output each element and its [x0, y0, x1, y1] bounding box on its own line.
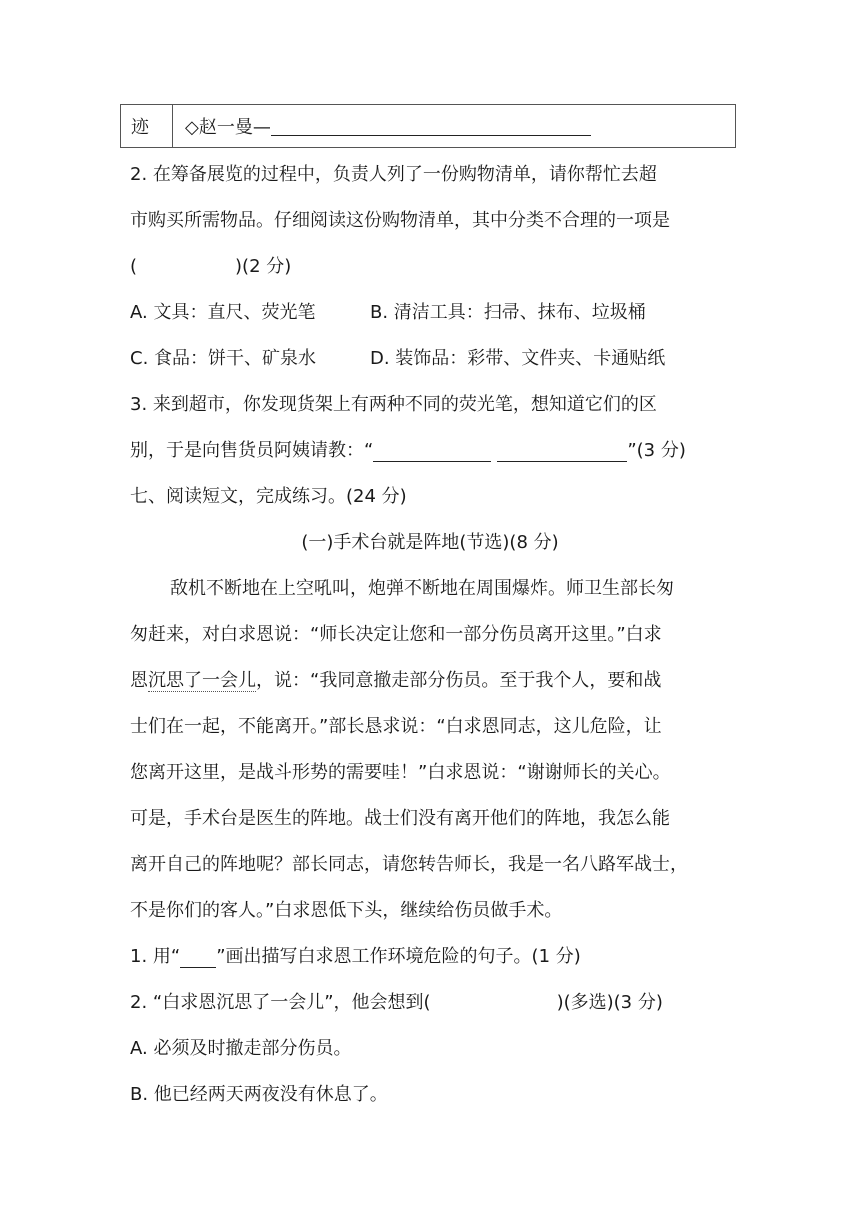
- option-c: C. 食品：饼干、矿泉水: [130, 348, 317, 369]
- passage-line: 匆赶来，对白求恩说：“师长决定让您和一部分伤员离开这里。”白求: [130, 624, 662, 645]
- answer-blank[interactable]: [373, 443, 491, 462]
- reading-option-a: A. 必须及时撤走部分伤员。: [130, 1038, 352, 1059]
- reading-option-b: B. 他已经两天两夜没有休息了。: [130, 1084, 388, 1105]
- option-d: D. 装饰品：彩带、文件夹、卡通贴纸: [370, 348, 666, 369]
- table-cell-label: 迹: [121, 105, 173, 147]
- passage-line: 恩沉思了一会儿，说：“我同意撤走部分伤员。至于我个人，要和战: [130, 670, 662, 691]
- passage-title: (一)手术台就是阵地(节选)(8 分): [301, 532, 559, 553]
- question-2-answer-paren: ( )(2 分): [130, 256, 292, 277]
- passage-line: 您离开这里，是战斗形势的需要哇！”白求恩说：“谢谢师长的关心。: [130, 762, 671, 783]
- answer-blank[interactable]: [497, 443, 627, 462]
- table-cell-answer: [173, 105, 735, 147]
- answer-table-row: [120, 104, 736, 148]
- passage-line: 士们在一起，不能离开。”部长恳求说：“白求恩同志，这儿危险，让: [130, 716, 662, 737]
- question-3-line-1: 3. 来到超市，你发现货架上有两种不同的荧光笔，想知道它们的区: [130, 394, 657, 415]
- question-2-line-1: 2. 在筹备展览的过程中，负责人列了一份购物清单，请你帮忙去超: [130, 164, 657, 185]
- dotted-underlined-phrase: 沉思了一会儿: [148, 670, 256, 691]
- question-2-line-2: 市购买所需物品。仔细阅读这份购物清单，其中分类不合理的一项是: [130, 210, 670, 231]
- passage-line: 可是，手术台是医生的阵地。战士们没有离开他们的阵地，我怎么能: [130, 808, 670, 829]
- answer-blank[interactable]: [271, 117, 591, 136]
- table-cell-prefix: ◇赵一曼—: [185, 117, 271, 138]
- reading-question-1: 1. 用“ ”画出描写白求恩工作环境危险的句子。(1 分): [130, 946, 581, 967]
- passage-line: 不是你们的客人。”白求恩低下头，继续给伤员做手术。: [130, 900, 563, 921]
- question-3-line-2: 别，于是向售货员阿姨请教：“ ”(3 分): [130, 440, 686, 461]
- passage-line: 离开自己的阵地呢？部长同志，请您转告师长，我是一名八路军战士，: [130, 854, 688, 875]
- underline-sample: [180, 949, 216, 968]
- section-heading: 七、阅读短文，完成练习。(24 分): [130, 486, 407, 507]
- passage-line: 敌机不断地在上空吼叫，炮弹不断地在周围爆炸。师卫生部长匆: [170, 578, 674, 599]
- reading-question-2: 2. “白求恩沉思了一会儿”，他会想到( )(多选)(3 分): [130, 992, 663, 1013]
- option-b: B. 清洁工具：扫帚、抹布、垃圾桶: [370, 302, 646, 323]
- option-a: A. 文具：直尺、荧光笔: [130, 302, 316, 323]
